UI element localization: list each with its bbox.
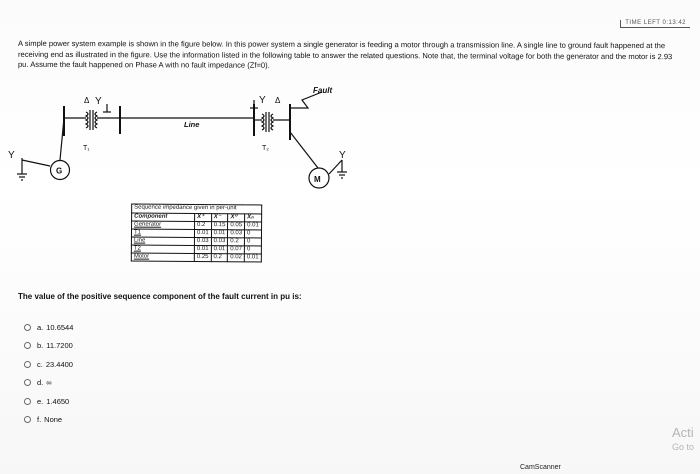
motor-label: M [314,175,321,184]
option-d[interactable] [24,374,73,393]
t2-delta-symbol: Δ [275,96,281,105]
radio-button[interactable] [24,416,31,423]
cell-value: 0.05 [228,222,245,230]
cell-component: T1 [131,229,194,237]
motor-wye-symbol: Y [339,150,346,161]
bus4-to-motor [290,132,318,168]
cell-value: 0.2 [228,238,245,246]
fault-arrow [290,92,322,108]
sequence-impedance-table [131,204,262,263]
cell-value: 0 [244,238,261,246]
timer-label: TIME LEFT 0:13:42 [620,20,690,28]
option-a[interactable] [24,318,73,337]
option-e[interactable] [24,392,73,411]
cell-value: 0.02 [228,254,245,262]
line-label: Line [184,120,200,129]
cell-value: 0.01 [194,245,211,253]
header-x-pos: X⁺ [195,213,212,221]
option-letter: b. [37,341,44,351]
option-letter: d. [37,378,44,388]
cell-value: 0.01 [194,229,211,237]
header-component: Component [132,213,195,221]
gen-label: G [56,166,63,176]
t2-primary-winding [262,114,264,130]
cell-value: 0.2 [195,221,212,229]
table-header-row [132,213,262,222]
option-text: None [44,415,63,425]
table-row [132,221,262,230]
activate-windows-watermark [672,426,694,454]
option-letter: a. [37,322,44,332]
radio-button[interactable] [24,379,31,386]
cell-value: 0.03 [228,230,245,238]
cell-value: 0 [244,246,261,254]
option-text: ∞ [46,378,52,388]
t2-label: T₂ [262,145,269,152]
gen-neutral-wire [22,160,50,166]
table-caption: Sequence impedance given in per-unit [134,204,237,212]
cell-component: Motor [131,253,194,261]
header-x-zero: X⁰ [228,214,245,222]
cell-component: Line [131,237,194,245]
t1-primary-winding [86,112,88,128]
radio-button[interactable] [24,324,31,331]
option-text: 23.4400 [45,359,73,369]
cell-value: 0.15 [211,222,228,230]
question-prompt: The value of the positive sequence component of the fault current in pu is: [18,292,302,301]
cell-value: 0.07 [228,246,245,254]
t1-delta-symbol: Δ [84,96,90,105]
option-letter: f. [37,415,42,425]
cell-value: 0.03 [211,238,228,246]
t1-label: T₁ [83,145,90,152]
table-row [131,253,261,262]
option-text: 1.4650 [46,396,70,406]
cell-value: 0.2 [211,254,228,262]
radio-button[interactable] [24,361,31,368]
radio-button[interactable] [24,398,31,405]
fault-label: Fault [313,86,333,95]
camscanner-label: CamScanner [520,464,561,471]
cell-value: 0.01 [245,222,262,230]
option-f[interactable] [24,411,73,430]
cell-value: 0 [245,230,262,238]
t1-secondary-winding [95,112,97,128]
cell-value: 0.01 [211,230,228,238]
watermark-line-2: Go to [672,442,695,452]
t2-wye-symbol: Y [259,95,266,106]
header-x-n: Xₙ [245,214,262,222]
answer-options [24,318,73,429]
option-text: 11.7200 [46,341,73,351]
t2-secondary-winding [271,114,273,130]
cell-value: 0.25 [194,253,211,261]
header-x-neg: X⁻ [211,214,228,222]
t1-wye-symbol: Y [95,96,102,107]
option-b[interactable] [24,337,73,356]
watermark-line-1: Acti [672,425,694,440]
cell-component: Generator [132,221,195,229]
option-letter: c. [37,359,43,369]
question-text: A simple power system example is shown in the figure below. In this power system a single generator is feeding a motor through a transmission line. A single line to ground fault happened at the receiving end as illustrated in the figure. Use the information listed in the following table to answer the related questions. Note that, the terminal voltage for both the generator and the motor is 2.93 pu. Assume the fault happened on Phase A with no fault impedance (Zf=0). [17,38,673,70]
cell-component: T2 [131,245,194,253]
option-text: 10.6544 [46,322,74,332]
option-letter: e. [37,396,44,406]
cell-value: 0.01 [211,246,228,254]
cell-value: 0.03 [194,237,211,245]
gen-wye-symbol: Y [8,150,15,161]
option-c[interactable] [24,355,73,374]
radio-button[interactable] [24,342,31,349]
cell-value: 0.01 [244,254,261,262]
